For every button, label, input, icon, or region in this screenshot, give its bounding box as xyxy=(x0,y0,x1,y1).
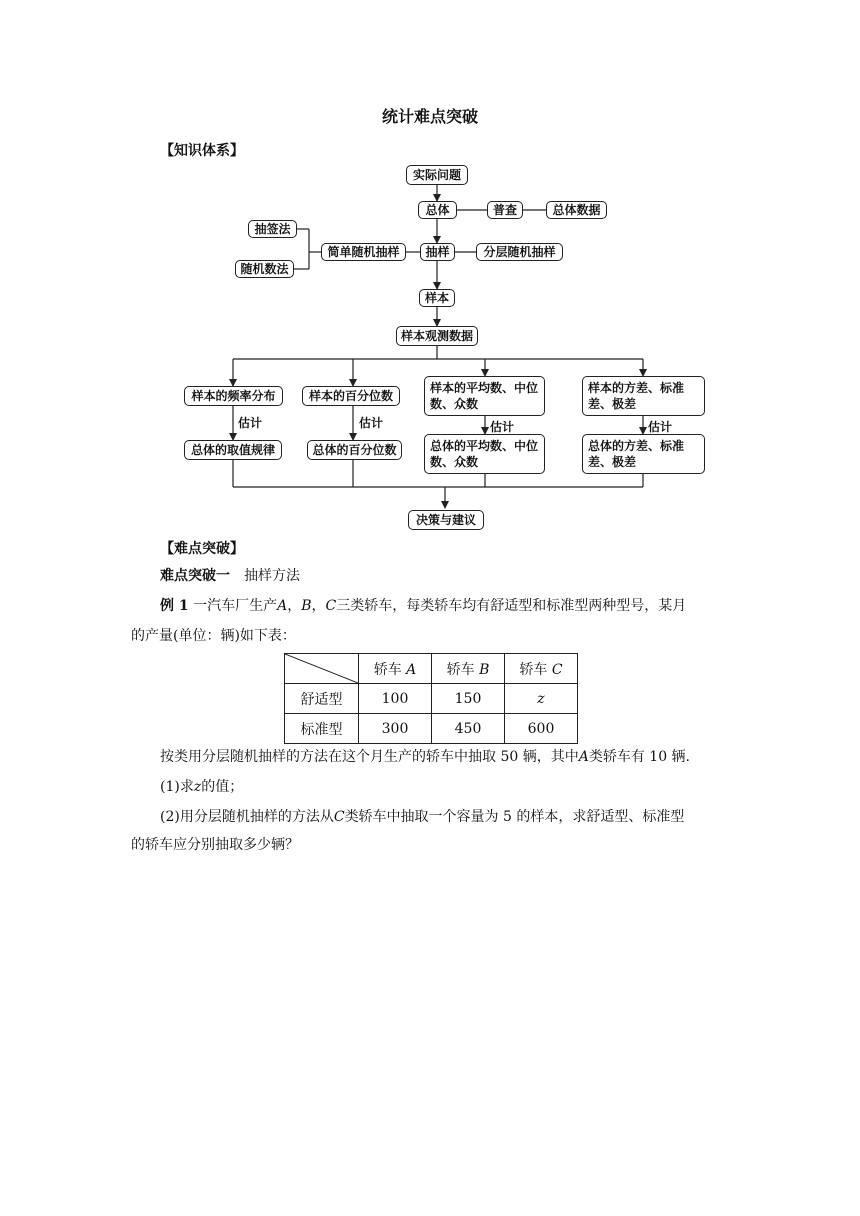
estimate-label-4: 估计 xyxy=(648,420,673,434)
table-corner-cell xyxy=(285,654,359,684)
node-population-mean-median-mode: 总体的平均数、中位数、众数 xyxy=(424,434,545,474)
example-intro-line2: 的产量(单位：辆)如下表： xyxy=(131,628,296,644)
row-label: 标准型 xyxy=(285,714,359,744)
example-intro-line1 xyxy=(160,592,686,620)
table-cell: 300 xyxy=(359,714,432,744)
table-cell: z xyxy=(505,684,578,714)
example-text: 一汽车厂生产 xyxy=(193,598,278,614)
subsection-heading xyxy=(160,562,300,590)
row-label: 舒适型 xyxy=(285,684,359,714)
condition-text: 按类用分层随机抽样的方法在这个月生产的轿车中抽取 50 辆，其中A类轿车有 10 辆. xyxy=(160,749,691,765)
node-population: 总体 xyxy=(418,201,457,219)
node-population-variance-std-range: 总体的方差、标准差、极差 xyxy=(582,434,705,474)
var-c: C xyxy=(325,598,337,614)
table-row xyxy=(285,684,578,714)
subsection-label: 难点突破一 xyxy=(160,568,230,584)
diagonal-line xyxy=(285,654,358,683)
node-practical-problem: 实际问题 xyxy=(406,165,468,185)
var-b: B xyxy=(301,598,312,614)
node-decision-suggestion: 决策与建议 xyxy=(408,510,484,530)
node-population-data: 总体数据 xyxy=(546,201,607,219)
table-cell: 450 xyxy=(432,714,505,744)
node-random-number: 随机数法 xyxy=(235,260,294,278)
node-stratified-sampling: 分层随机抽样 xyxy=(476,243,563,261)
node-lottery: 抽签法 xyxy=(248,220,297,238)
table-cell: 600 xyxy=(505,714,578,744)
node-population-value-rule: 总体的取值规律 xyxy=(184,440,282,460)
comma: ， xyxy=(287,598,302,614)
example-text: 三类轿车，每类轿车均有舒适型和标准型两种型号，某月 xyxy=(336,598,687,614)
table-cell: 100 xyxy=(359,684,432,714)
subsection-topic: 抽样方法 xyxy=(244,568,300,584)
question-2-line2: 的轿车应分别抽取多少辆？ xyxy=(131,837,299,853)
table-row xyxy=(285,714,578,744)
table-header-row xyxy=(285,654,578,684)
var-a: A xyxy=(277,598,288,614)
node-sample-observed-data: 样本观测数据 xyxy=(396,326,478,346)
page-title: 统计难点突破 xyxy=(381,107,478,126)
production-table xyxy=(284,653,578,744)
question-1: (1)求z的值； xyxy=(160,779,244,795)
question-2-line1: (2)用分层随机抽样的方法从C类轿车中抽取一个容量为 5 的样本，求舒适型、标准型 xyxy=(160,809,685,825)
section-heading-knowledge: 【知识体系】 xyxy=(160,143,244,159)
node-sample-percentile: 样本的百分位数 xyxy=(302,386,400,406)
node-sample-frequency-distribution: 样本的频率分布 xyxy=(184,386,283,406)
node-sample-variance-std-range: 样本的方差、标准差、极差 xyxy=(582,376,705,416)
node-simple-random-sampling: 简单随机抽样 xyxy=(321,243,406,261)
node-sample: 样本 xyxy=(419,289,455,307)
table-cell: 150 xyxy=(432,684,505,714)
estimate-label-1: 估计 xyxy=(238,416,263,430)
comma: ， xyxy=(311,598,326,614)
node-sampling: 抽样 xyxy=(420,243,455,261)
node-census: 普查 xyxy=(487,201,523,219)
node-population-percentile: 总体的百分位数 xyxy=(307,440,402,460)
estimate-label-2: 估计 xyxy=(359,416,384,430)
section-heading-difficulty: 【难点突破】 xyxy=(160,541,244,557)
example-label: 例 1 xyxy=(160,598,189,614)
table-header-cell: 轿车 A xyxy=(359,654,432,684)
table-header-cell: 轿车 C xyxy=(505,654,578,684)
node-sample-mean-median-mode: 样本的平均数、中位数、众数 xyxy=(424,376,545,416)
estimate-label-3: 估计 xyxy=(490,420,515,434)
table-header-cell: 轿车 B xyxy=(432,654,505,684)
